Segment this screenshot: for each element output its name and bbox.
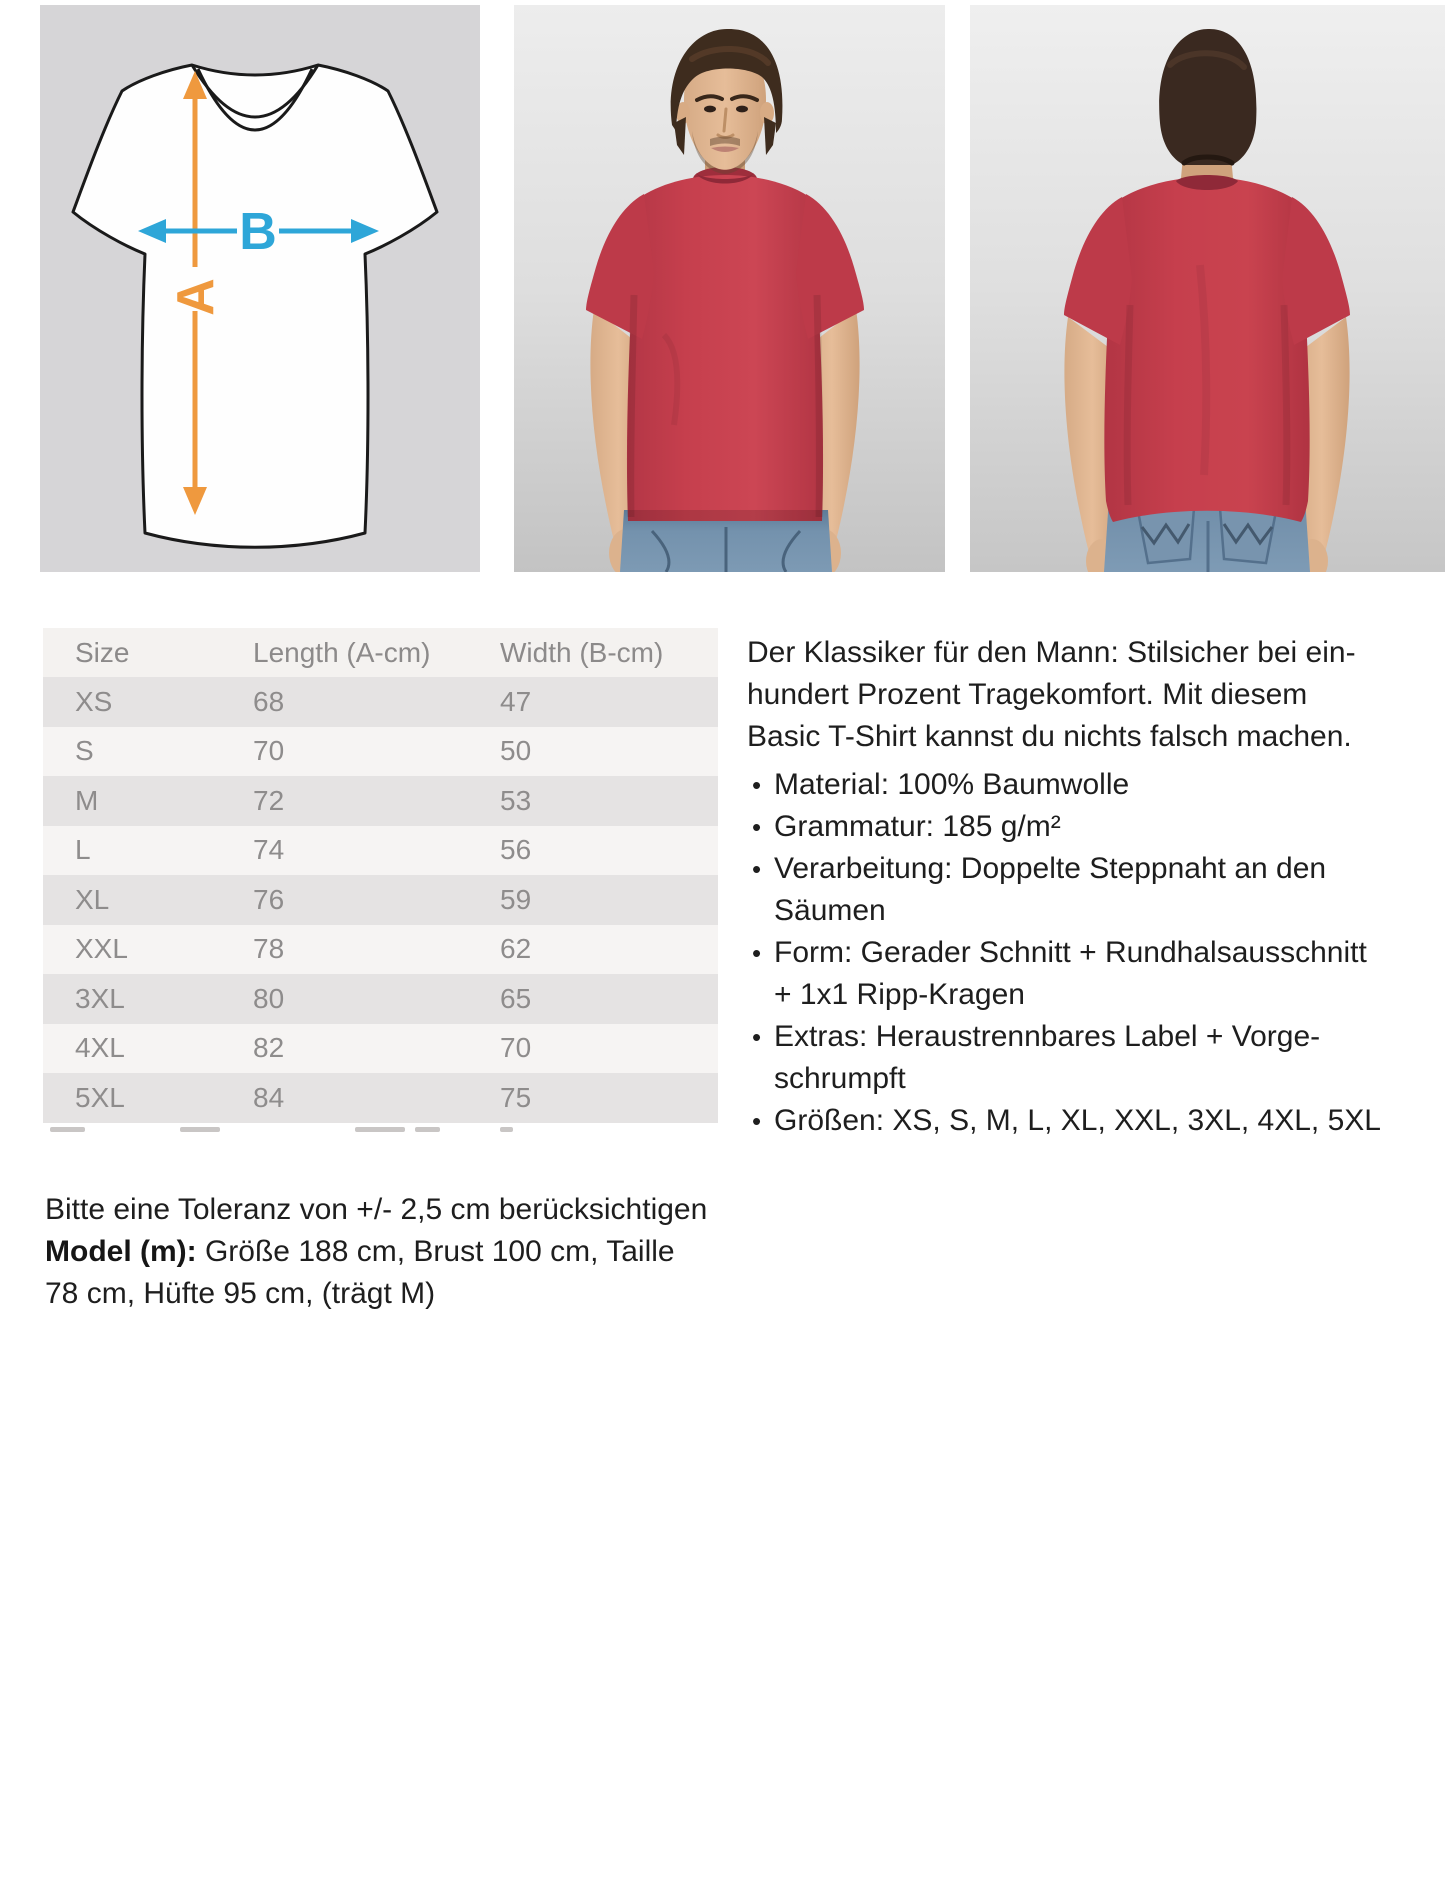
width-cell: 62 <box>500 933 532 965</box>
bullet-item: • Form: Gerader Schnitt + Rundhalsausschnitt + 1x1 Ripp-Kragen <box>752 932 1419 1016</box>
length-cell: 78 <box>253 933 285 965</box>
back-photo-illustration <box>970 5 1445 572</box>
table-row <box>43 727 718 777</box>
tolerance-note: Bitte eine Toleranz von +/- 2,5 cm berücksichtigen <box>45 1193 708 1226</box>
bullet-item: • Extras: Heraustrennbares Label + Vorge- schrumpft <box>752 1016 1419 1100</box>
description-line: hundert Prozent Tragekomfort. Mit diesem <box>747 678 1308 711</box>
model-front-photo <box>514 5 945 572</box>
width-cell: 70 <box>500 1032 532 1064</box>
size-cell: 5XL <box>75 1081 125 1113</box>
length-cell: 74 <box>253 834 285 866</box>
size-cell: 4XL <box>75 1032 125 1064</box>
clipped-next-row <box>43 1125 718 1134</box>
bullet-item: • Größen: XS, S, M, L, XL, XXL, 3XL, 4XL, 5XL <box>752 1100 1419 1142</box>
table-row <box>43 826 718 876</box>
model-info-line1 <box>45 1231 725 1273</box>
label-b: B <box>239 203 277 261</box>
size-cell: 3XL <box>75 982 125 1014</box>
size-cell: L <box>75 834 91 866</box>
width-cell: 75 <box>500 1081 532 1113</box>
table-row <box>43 875 718 925</box>
width-cell: 59 <box>500 883 532 915</box>
back-tshirt <box>1064 175 1350 522</box>
length-cell: 84 <box>253 1081 285 1113</box>
back-head <box>1159 29 1256 165</box>
size-cell: XXL <box>75 933 128 965</box>
product-description <box>747 632 1419 1142</box>
width-cell: 53 <box>500 784 532 816</box>
size-cell: XL <box>75 883 110 915</box>
description-line: Basic T-Shirt kannst du nichts falsch machen. <box>747 720 1352 753</box>
table-row <box>43 1073 718 1123</box>
length-cell: 72 <box>253 784 285 816</box>
table-row <box>43 677 718 727</box>
length-cell: 70 <box>253 735 285 767</box>
model-info-line2: 78 cm, Hüfte 95 cm, (trägt M) <box>45 1277 436 1310</box>
header-length: Length (A-cm) <box>253 636 431 668</box>
table-row <box>43 776 718 826</box>
bullet-item: • Material: 100% Baumwolle <box>752 764 1419 806</box>
front-photo-illustration <box>514 5 945 572</box>
width-cell: 47 <box>500 685 532 717</box>
tshirt-measurement-diagram <box>40 5 480 572</box>
table-header-row <box>43 628 718 677</box>
length-cell: 80 <box>253 982 285 1014</box>
table-row <box>43 1024 718 1074</box>
width-cell: 65 <box>500 982 532 1014</box>
description-line: Der Klassiker für den Mann: Stilsicher bei ein- <box>747 636 1356 669</box>
length-cell: 82 <box>253 1032 285 1064</box>
header-width: Width (B-cm) <box>500 636 664 668</box>
length-cell: 68 <box>253 685 285 717</box>
size-notes <box>45 1189 725 1315</box>
size-cell: M <box>75 784 99 816</box>
model-back-photo <box>970 5 1445 572</box>
feature-list <box>752 764 1419 1142</box>
back-hair <box>1159 29 1256 165</box>
size-cell: XS <box>75 685 113 717</box>
table-row <box>43 925 718 975</box>
description-paragraph <box>747 632 1419 758</box>
bullet-item: • Grammatur: 185 g/m² <box>752 806 1419 848</box>
shirt-outline <box>73 65 437 547</box>
header-size: Size <box>75 636 130 668</box>
width-cell: 50 <box>500 735 532 767</box>
size-cell: S <box>75 735 94 767</box>
length-cell: 76 <box>253 883 285 915</box>
label-a: A <box>167 278 225 316</box>
model-label: Model (m): <box>45 1235 197 1268</box>
table-row <box>43 974 718 1024</box>
model-info-rest: Größe 188 cm, Brust 100 cm, Taille <box>196 1235 675 1268</box>
width-cell: 56 <box>500 834 532 866</box>
size-table <box>43 628 718 1123</box>
size-diagram-panel <box>40 5 480 572</box>
bullet-item: • Verarbeitung: Doppelte Steppnaht an den Säumen <box>752 848 1419 932</box>
